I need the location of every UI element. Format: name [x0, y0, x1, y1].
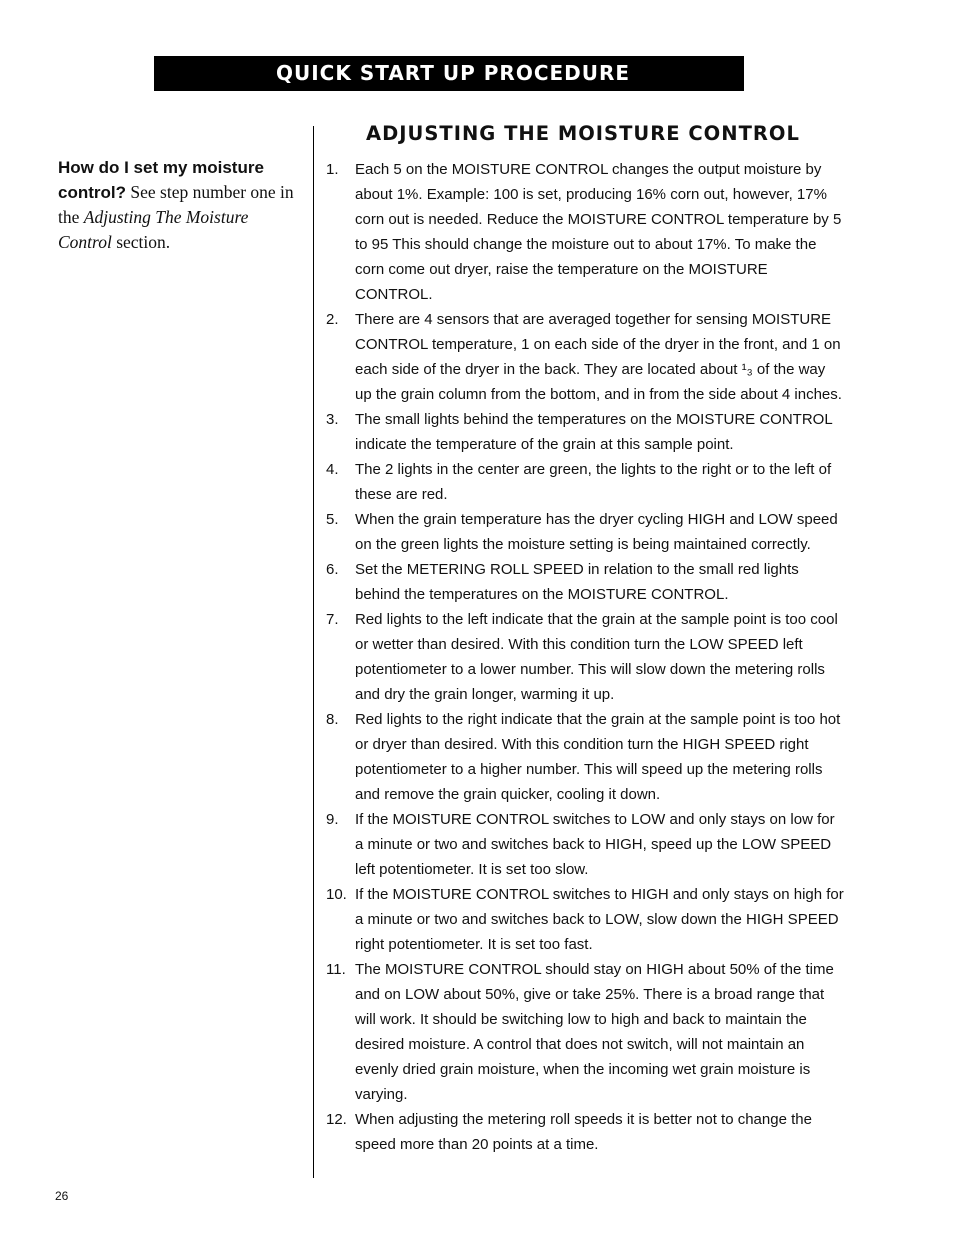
step-text: When the grain temperature has the dryer cycling HIGH and LOW speed on the green lights the moisture setting is being maintained correctly.: [355, 511, 838, 553]
step-number: 2.: [326, 311, 339, 328]
step-item: [326, 557, 846, 607]
step-text: If the MOISTURE CONTROL switches to LOW and only stays on low for a minute or two and switches back to HIGH, speed up the LOW SPEED left potentiometer. It is set too slow.: [355, 811, 835, 878]
step-number: 4.: [326, 461, 339, 478]
step-text: When adjusting the metering roll speeds it is better not to change the speed more than 20 points at a time.: [355, 1111, 812, 1153]
step-text: Red lights to the left indicate that the grain at the sample point is too cool or wetter than desired. With this condition turn the LOW SPEED left potentiometer to a lower number. This will slow down the metering rolls and dry the grain longer, warming it up.: [355, 611, 838, 703]
step-number: 5.: [326, 511, 339, 528]
sidebar-answer-lead: See step number one in the: [58, 182, 294, 227]
step-item: [326, 957, 846, 1107]
step-text: The 2 lights in the center are green, the lights to the right or to the left of these are red.: [355, 461, 832, 503]
step-number: 8.: [326, 711, 339, 728]
step-text: The small lights behind the temperatures on the MOISTURE CONTROL indicate the temperature of the grain at this sample point.: [355, 411, 833, 453]
sidebar-answer-tail: section.: [116, 232, 171, 252]
step-item: [326, 407, 846, 457]
step-number: 1.: [326, 161, 339, 178]
step-item: [326, 707, 846, 807]
step-text: Each 5 on the MOISTURE CONTROL changes the output moisture by about 1%. Example: 100 is set, producing 16% corn out, however, 17% corn out is needed. Reduce the MOISTURE CONTROL temperature by 5 to 95 This should change the moisture out to about 17%. To make the corn come out dryer, raise the temperature on the MOISTURE CONTROL.: [355, 161, 842, 303]
step-item: [326, 457, 846, 507]
section-title: ADJUSTING THE MOISTURE CONTROL: [366, 122, 800, 145]
step-item: [326, 507, 846, 557]
step-text: Red lights to the right indicate that the grain at the sample point is too hot or dryer than desired. With this condition turn the HIGH SPEED right potentiometer to a higher number. This will speed up the metering rolls and remove the grain quicker, cooling it down.: [355, 711, 841, 803]
step-number: 9.: [326, 811, 339, 828]
procedure-steps: [326, 157, 846, 1157]
step-text: If the MOISTURE CONTROL switches to HIGH and only stays on high for a minute or two and switches back to LOW, slow down the HIGH SPEED right potentiometer. It is set too fast.: [355, 886, 844, 953]
sidebar-note: [58, 155, 303, 255]
step-item: [326, 157, 846, 307]
step-text: There are 4 sensors that are averaged together for sensing MOISTURE CONTROL temperature, 1 on each side of the dryer in the front, and 1 on each side of the dryer in the back. They are located about ¹₃ of the way up the grain column from the bottom, and in from the side about 4 inches.: [355, 311, 842, 403]
page-banner: [154, 56, 744, 91]
page-number: 26: [55, 1189, 69, 1203]
step-text: Set the METERING ROLL SPEED in relation to the small red lights behind the temperatures on the MOISTURE CONTROL.: [355, 561, 799, 603]
step-item: [326, 607, 846, 707]
step-text: The MOISTURE CONTROL should stay on HIGH about 50% of the time and on LOW about 50%, give or take 25%. There is a broad range that will work. It should be switching low to high and back to maintain the desired moisture. A control that does not switch, will not maintain an evenly dried grain moisture, when the incoming wet grain moisture is varying.: [355, 961, 834, 1103]
step-number: 12.: [326, 1111, 347, 1128]
step-item: [326, 882, 846, 957]
step-item: [326, 807, 846, 882]
banner-title: QUICK START UP PROCEDURE: [276, 61, 631, 85]
step-number: 7.: [326, 611, 339, 628]
step-item: [326, 307, 846, 407]
step-number: 3.: [326, 411, 339, 428]
sidebar-question: How do I set my moisture control?: [58, 158, 264, 202]
step-number: 10.: [326, 886, 347, 903]
sidebar-answer-reference: Adjusting The Moisture Control: [58, 207, 249, 252]
step-item: [326, 1107, 846, 1157]
step-number: 11.: [326, 961, 346, 978]
step-number: 6.: [326, 561, 339, 578]
column-divider: [313, 126, 314, 1178]
